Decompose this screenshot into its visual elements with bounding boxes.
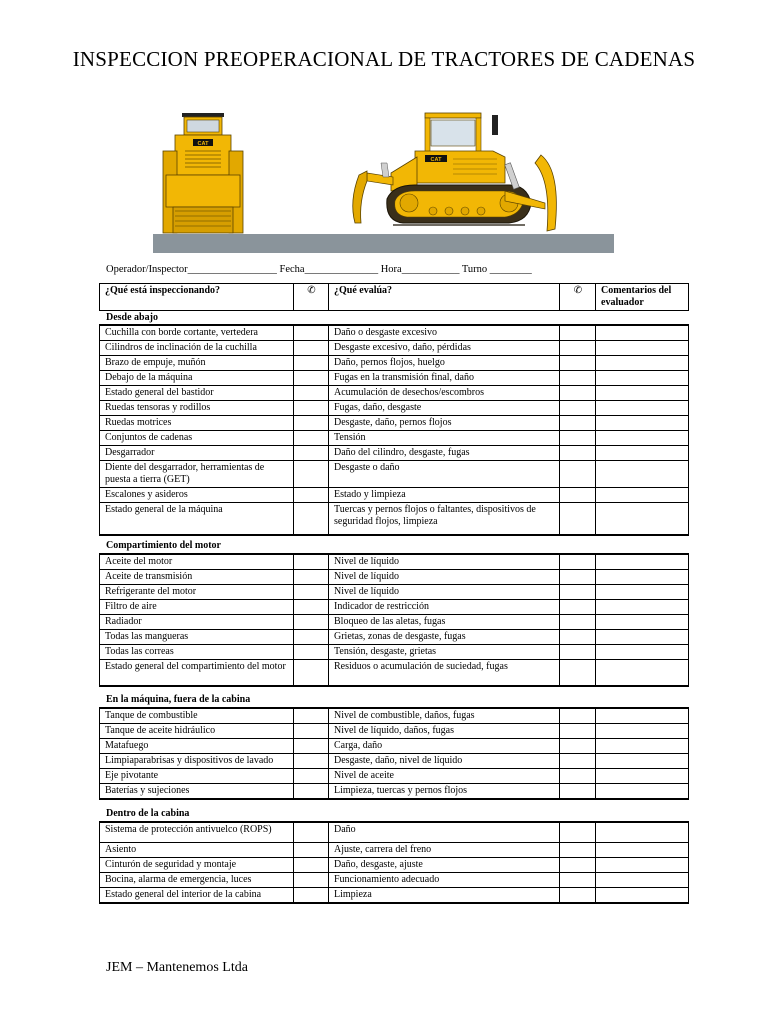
item-cell: Aceite del motor xyxy=(100,554,294,570)
comment-cell[interactable] xyxy=(596,503,689,535)
table-row xyxy=(100,739,689,754)
comment-cell[interactable] xyxy=(596,769,689,784)
table-row xyxy=(100,769,689,784)
table-row xyxy=(100,887,689,903)
comment-cell[interactable] xyxy=(596,645,689,660)
evaluation-cell: Desgaste, daño, pernos flojos xyxy=(329,416,560,431)
check-cell[interactable] xyxy=(294,371,329,386)
item-cell: Debajo de la máquina xyxy=(100,371,294,386)
comment-cell[interactable] xyxy=(596,630,689,645)
evaluation-cell: Limpieza, tuercas y pernos flojos xyxy=(329,784,560,800)
table-row xyxy=(100,784,689,800)
section-rows xyxy=(100,325,689,535)
evaluation-cell: Indicador de restricción xyxy=(329,600,560,615)
item-cell: Cilindros de inclinación de la cuchilla xyxy=(100,341,294,356)
table-row xyxy=(100,356,689,371)
evaluation-cell: Tensión, desgaste, grietas xyxy=(329,645,560,660)
check-cell[interactable] xyxy=(560,488,596,503)
check-cell[interactable] xyxy=(294,356,329,371)
comment-cell[interactable] xyxy=(596,600,689,615)
check-column-icon: ✆ xyxy=(294,284,329,311)
check-cell[interactable] xyxy=(294,431,329,446)
check-cell[interactable] xyxy=(560,554,596,570)
evaluation-cell: Desgaste, daño, nivel de líquido xyxy=(329,754,560,769)
section-table-dentro-cabina xyxy=(99,821,689,904)
check-cell[interactable] xyxy=(294,724,329,739)
check-cell[interactable] xyxy=(560,431,596,446)
check-cell[interactable] xyxy=(560,842,596,857)
item-cell: Tanque de aceite hidráulico xyxy=(100,724,294,739)
table-row xyxy=(100,325,689,341)
check-cell[interactable] xyxy=(560,615,596,630)
check-cell[interactable] xyxy=(560,630,596,645)
check-cell[interactable] xyxy=(560,739,596,754)
comment-cell[interactable] xyxy=(596,325,689,341)
check-cell[interactable] xyxy=(560,724,596,739)
item-cell: Aceite de transmisión xyxy=(100,570,294,585)
section-title: En la máquina, fuera de la cabina xyxy=(106,694,251,705)
comment-cell[interactable] xyxy=(596,446,689,461)
table-row xyxy=(100,371,689,386)
side-brand-text: CAT xyxy=(430,157,442,163)
evaluation-cell: Bloqueo de las aletas, fugas xyxy=(329,615,560,630)
check-cell[interactable] xyxy=(294,822,329,842)
section-title: Compartimiento del motor xyxy=(106,540,221,551)
evaluation-cell: Nivel de combustible, daños, fugas xyxy=(329,708,560,724)
item-cell: Asiento xyxy=(100,842,294,857)
comment-cell[interactable] xyxy=(596,416,689,431)
evaluation-cell: Tuercas y pernos flojos o faltantes, dispositivos de seguridad flojos, limpieza xyxy=(329,503,560,535)
check-cell[interactable] xyxy=(560,754,596,769)
check-cell[interactable] xyxy=(560,769,596,784)
comment-cell[interactable] xyxy=(596,842,689,857)
check-cell[interactable] xyxy=(560,784,596,800)
section-table-motor xyxy=(99,553,689,687)
item-cell: Tanque de combustible xyxy=(100,708,294,724)
evaluation-cell: Nivel de líquido xyxy=(329,554,560,570)
section-rows xyxy=(100,708,689,799)
comment-cell[interactable] xyxy=(596,585,689,600)
check-cell[interactable] xyxy=(560,401,596,416)
comment-cell[interactable] xyxy=(596,615,689,630)
comment-cell[interactable] xyxy=(596,356,689,371)
table-row xyxy=(100,461,689,488)
table-row xyxy=(100,503,689,535)
section-rows xyxy=(100,822,689,903)
check-cell[interactable] xyxy=(560,857,596,872)
evaluation-cell: Estado y limpieza xyxy=(329,488,560,503)
table-row xyxy=(100,488,689,503)
item-cell: Todas las correas xyxy=(100,645,294,660)
check-cell[interactable] xyxy=(294,416,329,431)
evaluation-cell: Daño del cilindro, desgaste, fugas xyxy=(329,446,560,461)
table-row xyxy=(100,600,689,615)
evaluation-cell: Daño, desgaste, ajuste xyxy=(329,857,560,872)
item-cell: Limpiaparabrisas y dispositivos de lavado xyxy=(100,754,294,769)
evaluation-cell: Fugas en la transmisión final, daño xyxy=(329,371,560,386)
comment-cell[interactable] xyxy=(596,660,689,686)
check-cell[interactable] xyxy=(294,857,329,872)
item-cell: Bocina, alarma de emergencia, luces xyxy=(100,872,294,887)
comment-cell[interactable] xyxy=(596,872,689,887)
check-cell[interactable] xyxy=(560,503,596,535)
section-table-fuera-cabina xyxy=(99,707,689,800)
check-cell[interactable] xyxy=(560,341,596,356)
evaluation-cell: Limpieza xyxy=(329,887,560,903)
check-cell[interactable] xyxy=(294,570,329,585)
side-view xyxy=(353,113,557,231)
item-cell: Estado general del compartimiento del motor xyxy=(100,660,294,686)
check-cell[interactable] xyxy=(560,645,596,660)
check-cell[interactable] xyxy=(294,708,329,724)
check-cell[interactable] xyxy=(560,386,596,401)
item-cell: Estado general del interior de la cabina xyxy=(100,887,294,903)
check-cell[interactable] xyxy=(294,446,329,461)
evaluation-cell: Nivel de líquido xyxy=(329,570,560,585)
table-row xyxy=(100,386,689,401)
comment-cell[interactable] xyxy=(596,739,689,754)
evaluation-cell: Grietas, zonas de desgaste, fugas xyxy=(329,630,560,645)
evaluation-cell: Nivel de líquido xyxy=(329,585,560,600)
check-cell[interactable] xyxy=(560,416,596,431)
table-row xyxy=(100,842,689,857)
table-row xyxy=(100,708,689,724)
comment-cell[interactable] xyxy=(596,887,689,903)
check-cell[interactable] xyxy=(560,708,596,724)
item-cell: Ruedas tensoras y rodillos xyxy=(100,401,294,416)
comment-cell[interactable] xyxy=(596,341,689,356)
table-row xyxy=(100,431,689,446)
check-cell[interactable] xyxy=(560,872,596,887)
check-cell[interactable] xyxy=(294,503,329,535)
check-cell[interactable] xyxy=(560,660,596,686)
section-title: Dentro de la cabina xyxy=(106,808,190,819)
comment-cell[interactable] xyxy=(596,386,689,401)
comment-cell[interactable] xyxy=(596,570,689,585)
evaluation-cell: Carga, daño xyxy=(329,739,560,754)
check-cell[interactable] xyxy=(294,784,329,800)
check-cell[interactable] xyxy=(560,887,596,903)
check-cell[interactable] xyxy=(294,554,329,570)
check-cell[interactable] xyxy=(560,585,596,600)
table-row xyxy=(100,341,689,356)
table-row xyxy=(100,585,689,600)
comment-cell[interactable] xyxy=(596,857,689,872)
table-row xyxy=(100,724,689,739)
item-cell: Sistema de protección antivuelco (ROPS) xyxy=(100,822,294,842)
table-row xyxy=(100,554,689,570)
table-row xyxy=(100,822,689,842)
check-cell[interactable] xyxy=(294,401,329,416)
item-cell: Refrigerante del motor xyxy=(100,585,294,600)
check-cell[interactable] xyxy=(560,600,596,615)
check-cell[interactable] xyxy=(560,371,596,386)
item-cell: Conjuntos de cadenas xyxy=(100,431,294,446)
header-evaluates: ¿Qué evalúa? xyxy=(329,284,560,311)
evaluation-cell: Ajuste, carrera del freno xyxy=(329,842,560,857)
evaluation-cell: Nivel de aceite xyxy=(329,769,560,784)
evaluation-cell: Desgaste o daño xyxy=(329,461,560,488)
item-cell: Filtro de aire xyxy=(100,600,294,615)
check-cell[interactable] xyxy=(560,356,596,371)
table-row xyxy=(100,660,689,686)
header-table xyxy=(99,283,689,311)
table-row xyxy=(100,630,689,645)
item-cell: Estado general del bastidor xyxy=(100,386,294,401)
table-row xyxy=(100,570,689,585)
comment-cell[interactable] xyxy=(596,431,689,446)
table-row xyxy=(100,446,689,461)
check-column-icon-2: ✆ xyxy=(560,284,596,311)
comment-cell[interactable] xyxy=(596,554,689,570)
item-cell: Baterías y sujeciones xyxy=(100,784,294,800)
table-row xyxy=(100,857,689,872)
check-cell[interactable] xyxy=(294,660,329,686)
item-cell: Ruedas motrices xyxy=(100,416,294,431)
check-cell[interactable] xyxy=(560,325,596,341)
table-row xyxy=(100,401,689,416)
item-cell: Brazo de empuje, muñón xyxy=(100,356,294,371)
section-rows xyxy=(100,554,689,686)
check-cell[interactable] xyxy=(294,769,329,784)
evaluation-cell: Funcionamiento adecuado xyxy=(329,872,560,887)
check-cell[interactable] xyxy=(294,842,329,857)
table-row xyxy=(100,754,689,769)
check-cell[interactable] xyxy=(294,341,329,356)
comment-cell[interactable] xyxy=(596,708,689,724)
comment-cell[interactable] xyxy=(596,724,689,739)
evaluation-cell: Acumulación de desechos/escombros xyxy=(329,386,560,401)
item-cell: Eje pivotante xyxy=(100,769,294,784)
comment-cell[interactable] xyxy=(596,461,689,488)
section-table-desde-abajo xyxy=(99,324,689,536)
evaluation-cell: Desgaste excesivo, daño, pérdidas xyxy=(329,341,560,356)
check-cell[interactable] xyxy=(294,630,329,645)
check-cell[interactable] xyxy=(294,585,329,600)
check-cell[interactable] xyxy=(294,645,329,660)
item-cell: Radiador xyxy=(100,615,294,630)
section-title: Desde abajo xyxy=(106,312,158,323)
table-row xyxy=(100,416,689,431)
evaluation-cell: Daño, pernos flojos, huelgo xyxy=(329,356,560,371)
item-cell: Escalones y asideros xyxy=(100,488,294,503)
header-comments: Comentarios del evaluador xyxy=(596,284,689,311)
comment-cell[interactable] xyxy=(596,371,689,386)
page-title: INSPECCION PREOPERACIONAL DE TRACTORES DE CADENAS xyxy=(72,47,696,71)
table-row xyxy=(100,645,689,660)
footer-company: JEM – Mantenemos Ltda xyxy=(106,960,248,975)
check-cell[interactable] xyxy=(294,325,329,341)
item-cell: Todas las mangueras xyxy=(100,630,294,645)
front-view xyxy=(163,113,243,233)
check-cell[interactable] xyxy=(294,887,329,903)
operator-info-line: Operador/Inspector_________________ Fecha______________ Hora___________ Turno ________ xyxy=(106,264,532,275)
check-cell[interactable] xyxy=(294,488,329,503)
comment-cell[interactable] xyxy=(596,784,689,800)
item-cell: Estado general de la máquina xyxy=(100,503,294,535)
evaluation-cell: Residuos o acumulación de suciedad, fugas xyxy=(329,660,560,686)
check-cell[interactable] xyxy=(294,386,329,401)
check-cell[interactable] xyxy=(294,600,329,615)
comment-cell[interactable] xyxy=(596,754,689,769)
check-cell[interactable] xyxy=(294,615,329,630)
item-cell: Cinturón de seguridad y montaje xyxy=(100,857,294,872)
comment-cell[interactable] xyxy=(596,401,689,416)
evaluation-cell: Daño o desgaste excesivo xyxy=(329,325,560,341)
table-row xyxy=(100,615,689,630)
check-cell[interactable] xyxy=(294,872,329,887)
check-cell[interactable] xyxy=(294,461,329,488)
item-cell: Diente del desgarrador, herramientas de puesta a tierra (GET) xyxy=(100,461,294,488)
item-cell: Desgarrador xyxy=(100,446,294,461)
evaluation-cell: Tensión xyxy=(329,431,560,446)
table-row xyxy=(100,872,689,887)
ground-strip xyxy=(153,234,614,253)
check-cell[interactable] xyxy=(294,754,329,769)
header-inspecting: ¿Qué está inspeccionando? xyxy=(100,284,294,311)
comment-cell[interactable] xyxy=(596,822,689,842)
front-brand-text: CAT xyxy=(197,141,209,147)
comment-cell[interactable] xyxy=(596,488,689,503)
item-cell: Cuchilla con borde cortante, vertedera xyxy=(100,325,294,341)
evaluation-cell: Nivel de líquido, daños, fugas xyxy=(329,724,560,739)
item-cell: Matafuego xyxy=(100,739,294,754)
check-cell[interactable] xyxy=(560,570,596,585)
check-cell[interactable] xyxy=(560,461,596,488)
evaluation-cell: Daño xyxy=(329,822,560,842)
evaluation-cell: Fugas, daño, desgaste xyxy=(329,401,560,416)
check-cell[interactable] xyxy=(560,446,596,461)
check-cell[interactable] xyxy=(560,822,596,842)
check-cell[interactable] xyxy=(294,739,329,754)
bulldozer-illustration xyxy=(153,111,614,253)
